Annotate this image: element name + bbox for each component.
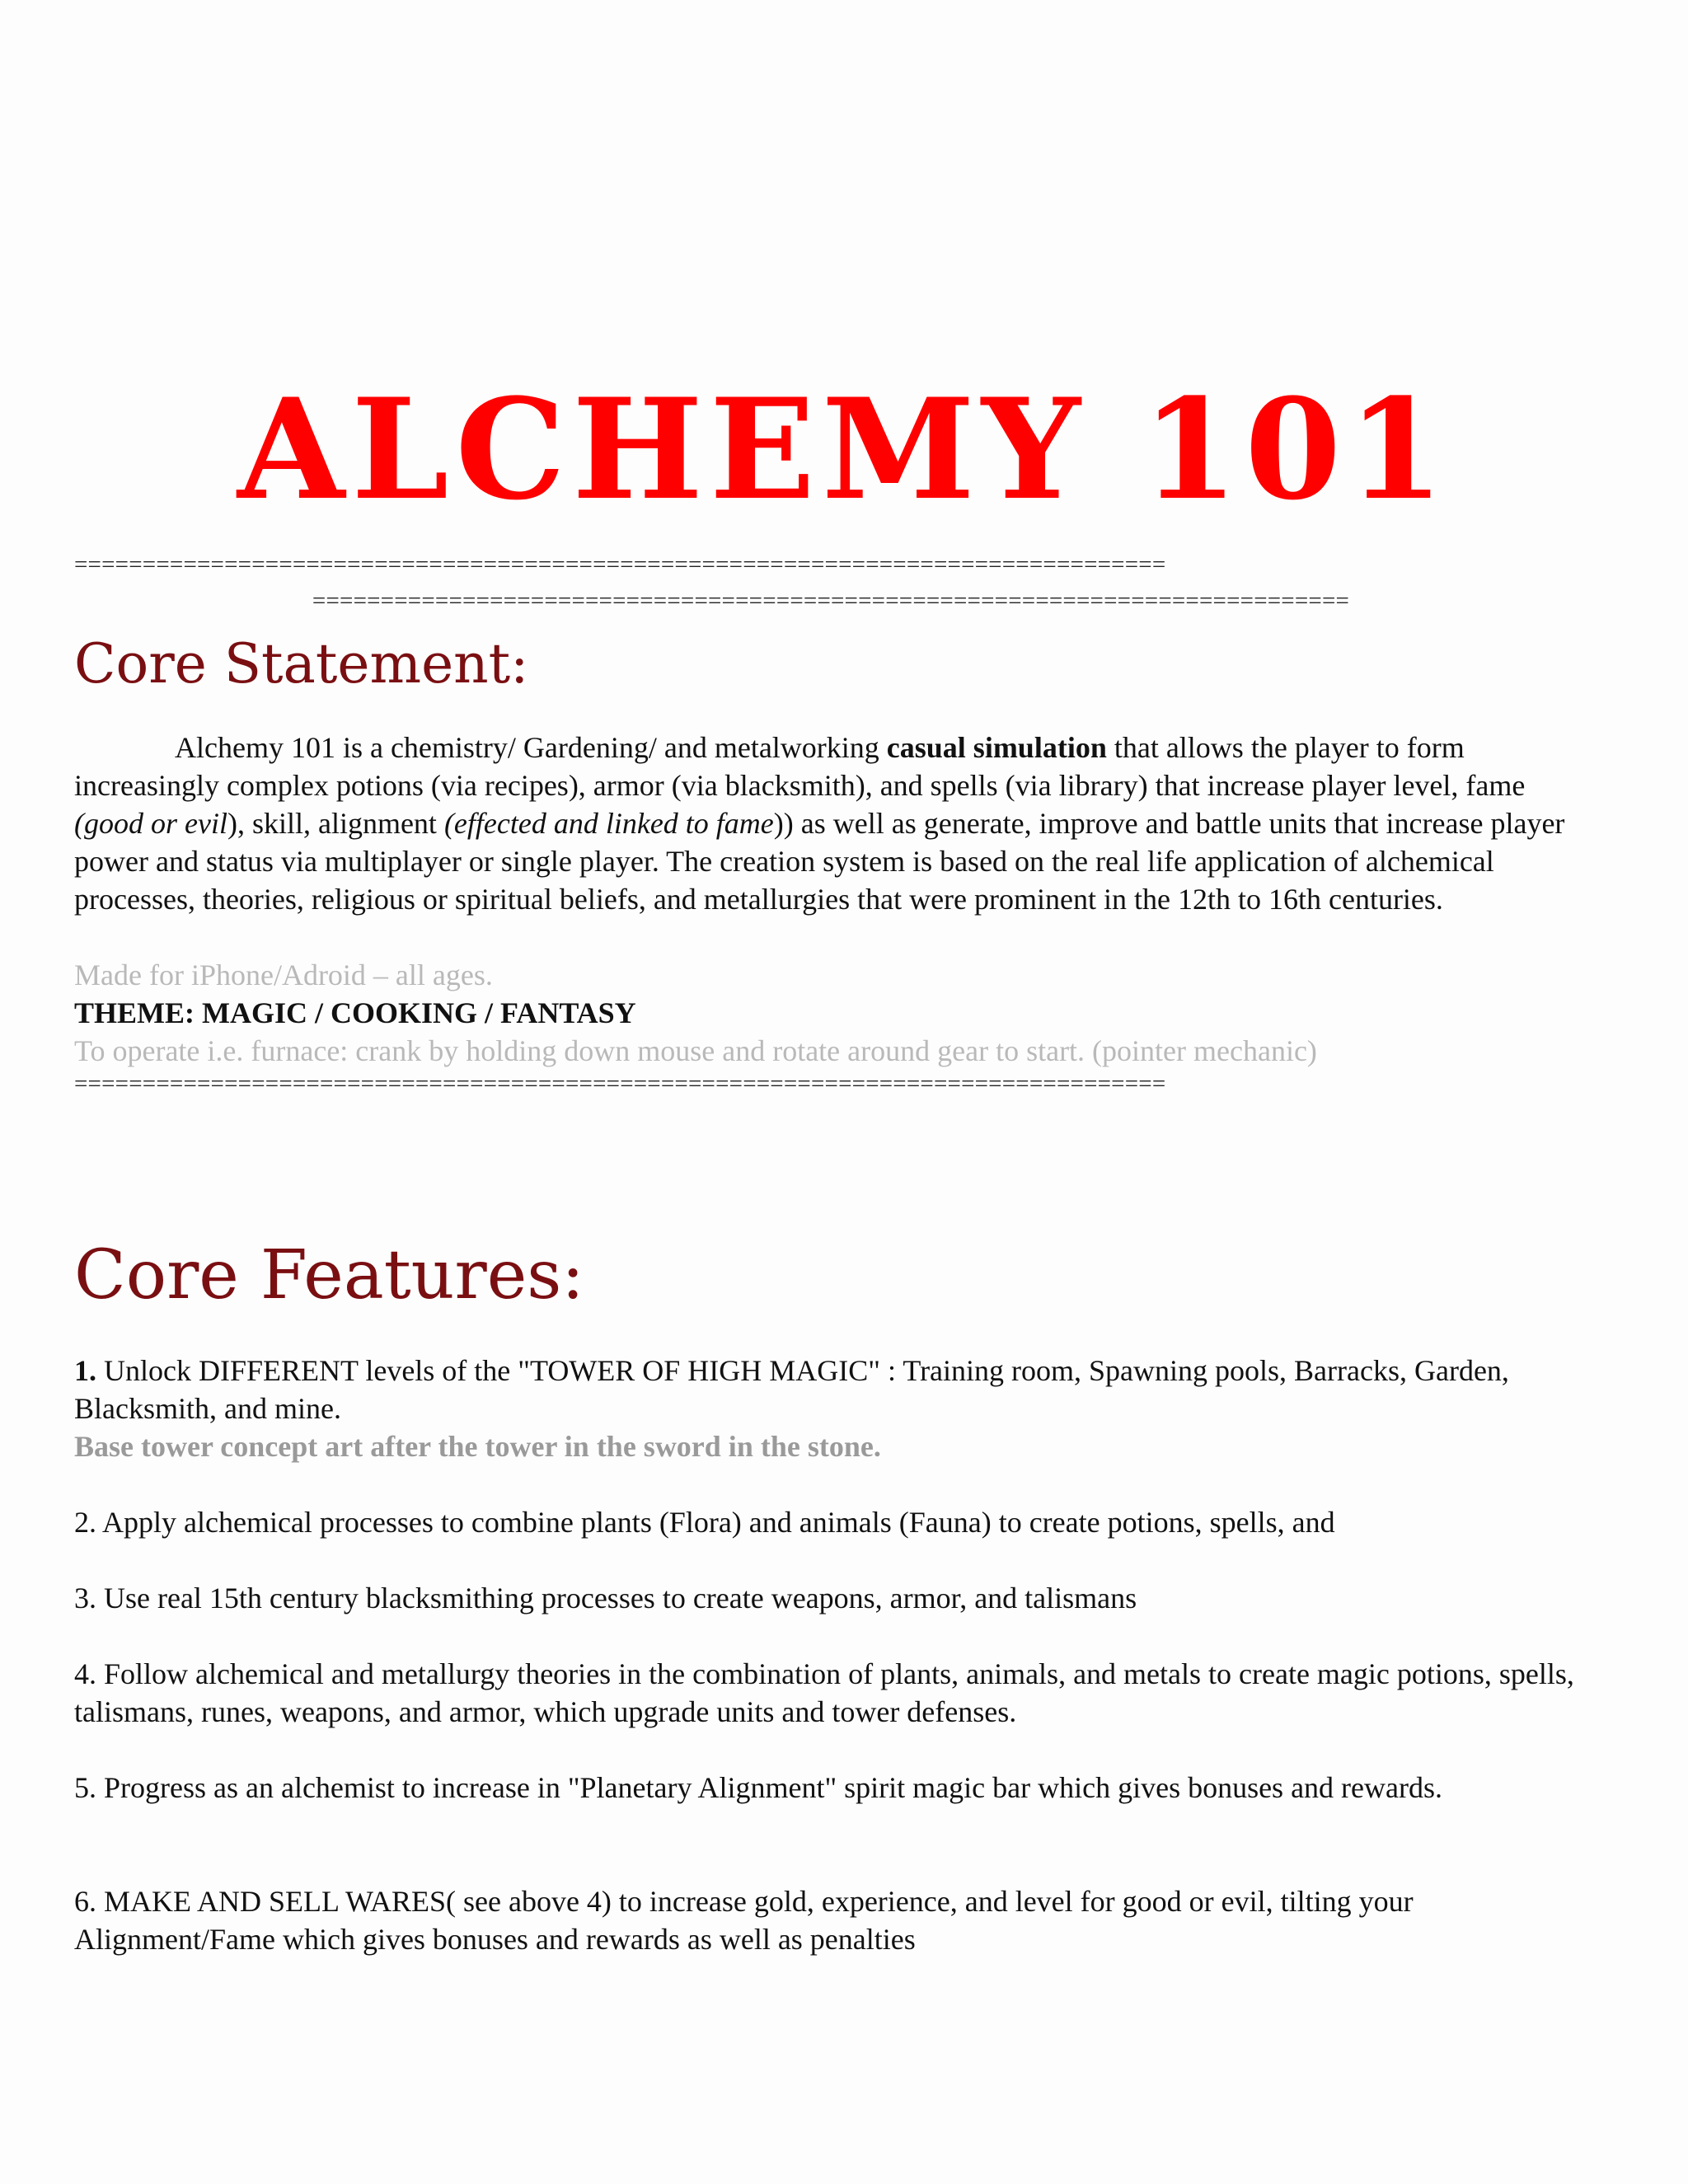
intro-text-c: ), skill, alignment bbox=[227, 807, 444, 840]
feature-1 bbox=[74, 1352, 1599, 1427]
core-features-heading: Core Features: bbox=[74, 1236, 584, 1315]
feature-5: 5. Progress as an alchemist to increase in "Planetary Alignment" spirit magic bar which gives bonuses and rewards. bbox=[74, 1771, 1442, 1804]
feature-1-note: Base tower concept art after the tower in the sword in the stone. bbox=[74, 1430, 881, 1463]
feature-1-number: 1. bbox=[74, 1354, 96, 1387]
platform-note: Made for iPhone/Adroid – all ages. bbox=[74, 958, 493, 991]
casual-simulation-emphasis: casual simulation bbox=[886, 731, 1107, 764]
core-statement-heading: Core Statement: bbox=[74, 632, 529, 696]
feature-4: 4. Follow alchemical and metallurgy theories in the combination of plants, animals, and metals to create magic potions, spells, talismans, runes, weapons, and armor, which upgrade units and tower defenses. bbox=[74, 1657, 1574, 1728]
intro-text-a: Alchemy 101 is a chemistry/ Gardening/ and metalworking bbox=[175, 731, 887, 764]
fame-italic: (good or evil bbox=[74, 807, 227, 840]
feature-2: 2. Apply alchemical processes to combine plants (Flora) and animals (Fauna) to create potions, spells, and bbox=[74, 1506, 1335, 1539]
theme-line: THEME: MAGIC / COOKING / FANTASY bbox=[74, 996, 636, 1029]
divider-rule-second: ============================================================================ bbox=[312, 588, 1350, 614]
operate-note: To operate i.e. furnace: crank by holding down mouse and rotate around gear to start. (pointer mechanic) bbox=[74, 1034, 1317, 1067]
alignment-italic: (effected and linked to fame bbox=[443, 807, 774, 840]
document-title: ALCHEMY 101 bbox=[237, 368, 1451, 531]
feature-6: 6. MAKE AND SELL WARES( see above 4) to increase gold, experience, and level for good or evil, tilting your Alignment/Fame which gives bonuses and rewards as well as penalties bbox=[74, 1885, 1414, 1956]
divider-rule-bottom: ================================================================================ bbox=[74, 1071, 1166, 1097]
intro-text-b: that allows the player to form increasingly complex potions (via recipes), armor (via blacksmith), and spells (via library) that increase player level, fame bbox=[74, 731, 1526, 802]
divider-rule-top: ================================================================================ bbox=[74, 551, 1166, 578]
core-statement-paragraph bbox=[74, 729, 1591, 918]
feature-1-text: Unlock DIFFERENT levels of the "TOWER OF HIGH MAGIC" : Training room, Spawning pools, Barracks, Garden, Blacksmith, and mine. bbox=[74, 1354, 1509, 1425]
feature-3: 3. Use real 15th century blacksmithing processes to create weapons, armor, and talismans bbox=[74, 1582, 1137, 1615]
intro-text-d: )) as well as generate, improve and battle units that increase player power and status via multiplayer or single player. The creation system is based on the real life application of alchemical processes, theories, religious or spiritual beliefs, and metallurgies that were prominent in the 12th to 16th centuries. bbox=[74, 807, 1565, 916]
